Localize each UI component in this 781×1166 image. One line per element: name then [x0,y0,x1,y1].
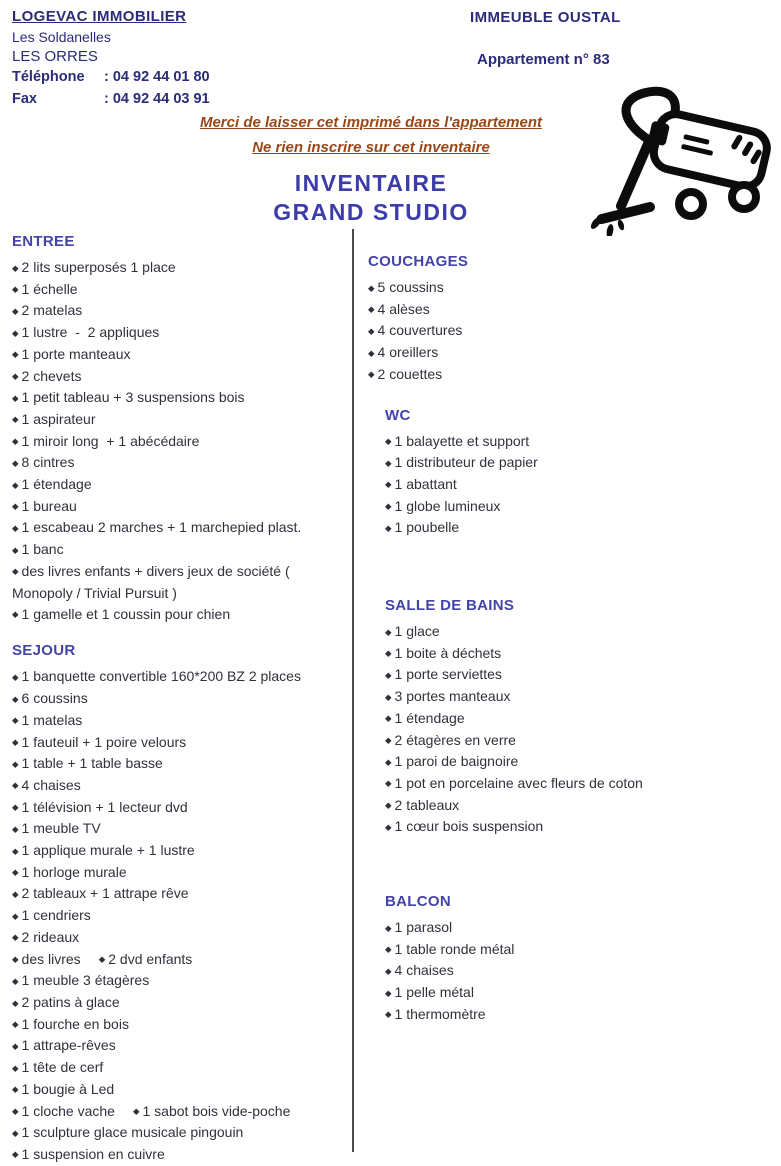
inventory-item [12,498,77,514]
item-text: 5 coussins [377,279,444,295]
diamond-bullet-icon: ◆ [12,867,19,878]
inventory-item [12,712,82,728]
agency-city: LES ORRES [12,48,98,65]
diamond-bullet-icon: ◆ [12,544,19,555]
diamond-bullet-icon: ◆ [385,922,392,933]
item-text: 4 chaises [21,776,81,793]
item-text: 1 porte manteaux [21,345,131,362]
diamond-bullet-icon: ◆ [385,1009,392,1020]
list-item [385,686,774,708]
notice-line: Merci de laisser cet imprimé dans l'appartement [199,114,543,131]
item-text: 1 meuble 3 étagères [21,972,150,989]
list-item [385,730,774,752]
diamond-bullet-icon: ◆ [12,327,19,338]
inventory-item [12,454,74,470]
inventory-item [385,433,529,449]
diamond-bullet-icon: ◆ [12,1149,19,1160]
inventory-item [385,645,501,661]
list-item [385,664,774,686]
inventory-item [385,753,518,769]
list-item [385,982,774,1004]
inventory-item [368,366,442,382]
inventory-item [12,820,101,836]
item-text: 1 étendage [21,476,92,493]
diamond-bullet-icon: ◆ [12,671,19,682]
inventory-item [12,281,78,297]
item-text: 1 parasol [394,919,453,936]
phone-number: : 04 92 44 01 80 [104,69,210,85]
item-text: 1 porte serviettes [394,666,502,683]
diamond-bullet-icon: ◆ [368,369,375,380]
list-item [12,688,350,710]
list-item [12,1014,350,1036]
inventory-item [385,623,440,639]
diamond-bullet-icon: ◆ [385,479,392,490]
item-text: 1 sculpture glace musicale pingouin [21,1124,244,1141]
list-item [385,643,774,665]
diamond-bullet-icon: ◆ [385,522,392,533]
inventory-item [12,929,79,945]
item-text: 1 aspirateur [21,410,96,427]
fax-number: : 04 92 44 03 91 [104,90,210,107]
list-item [385,751,774,773]
list-item [12,496,350,518]
item-text: 1 balayette et support [394,432,530,449]
diamond-bullet-icon: ◆ [12,780,19,791]
item-text: 1 échelle [21,280,78,297]
diamond-bullet-icon: ◆ [12,910,19,921]
list-item [12,949,350,971]
item-text: 4 alèses [377,300,430,317]
section-entree [12,231,350,625]
diamond-bullet-icon: ◆ [368,304,375,315]
diamond-bullet-icon: ◆ [385,821,392,832]
section-wc [368,405,774,540]
item-text: 1 pelle métal [394,984,474,1001]
section-title-salle-de-bains: SALLE DE BAINS [385,597,515,615]
diamond-bullet-icon: ◆ [385,987,392,998]
inventory-item [12,324,159,340]
diamond-bullet-icon: ◆ [12,305,19,316]
item-text: 1 tête de cerf [21,1059,104,1076]
inventory-item [12,799,188,815]
inventory-item [12,755,163,771]
item-text: 2 tableaux + 1 attrape rêve [21,885,189,902]
list-item [12,818,350,840]
inventory-item [99,951,193,967]
diamond-bullet-icon: ◆ [385,735,392,746]
section-couchages [368,251,774,386]
inventory-item [368,322,462,338]
list-item [12,452,350,474]
inventory-item [385,984,474,1000]
item-text: 1 banquette convertible 160*200 BZ 2 places [21,668,301,685]
item-text: 1 abattant [394,475,457,492]
diamond-bullet-icon: ◆ [12,845,19,856]
inventory-item [385,519,459,535]
fax-label: Fax [12,90,37,107]
list-item [12,732,350,754]
inventory-item [385,919,452,935]
left-column [12,230,350,1166]
diamond-bullet-icon: ◆ [12,715,19,726]
item-text: 1 pot en porcelaine avec fleurs de coton [394,774,643,791]
item-text: 1 attrape-rêves [21,1037,116,1054]
list-item [385,917,774,939]
list-item [12,300,350,322]
diamond-bullet-icon: ◆ [385,944,392,955]
item-text-continuation: Monopoly / Trivial Pursuit ) [12,584,177,601]
inventory-item [12,302,82,318]
diamond-bullet-icon: ◆ [12,1062,19,1073]
list-item [12,1101,350,1123]
list-item [385,795,774,817]
list-item [385,496,774,518]
diamond-bullet-icon: ◆ [385,691,392,702]
building-info-block [470,8,621,70]
list-item [12,517,350,539]
diamond-bullet-icon: ◆ [12,823,19,834]
inventory-item [385,710,465,726]
list-item [12,583,350,604]
list-item [385,960,774,982]
item-text: 1 petit tableau + 3 suspensions bois [21,389,245,406]
diamond-bullet-icon: ◆ [12,457,19,468]
diamond-bullet-icon: ◆ [368,282,375,293]
list-item [12,561,350,583]
list-item [385,773,774,795]
inventory-item [12,1103,115,1119]
section-balcon [368,891,774,1026]
diamond-bullet-icon: ◆ [385,778,392,789]
diamond-bullet-icon: ◆ [12,997,19,1008]
item-text: 3 portes manteaux [394,688,511,705]
inventory-item [12,476,92,492]
list-item [12,666,350,688]
diamond-bullet-icon: ◆ [12,414,19,425]
item-text: 1 paroi de baignoire [394,753,519,770]
inventory-item [12,1037,116,1053]
diamond-bullet-icon: ◆ [12,566,19,577]
section-sejour [12,640,350,1165]
fax-row [12,89,210,111]
diamond-bullet-icon: ◆ [12,392,19,403]
diamond-bullet-icon: ◆ [12,522,19,533]
item-text: 4 couvertures [377,322,463,339]
inventory-item [12,519,301,535]
inventory-item [12,606,230,622]
section-title-balcon: BALCON [385,893,451,911]
diamond-bullet-icon: ◆ [368,347,375,358]
column-divider [352,229,354,1152]
inventory-item [385,941,514,957]
inventory-item [385,732,516,748]
diamond-bullet-icon: ◆ [385,713,392,724]
item-text: 1 fourche en bois [21,1015,129,1032]
inventory-item [385,962,454,978]
diamond-bullet-icon: ◆ [385,501,392,512]
list-item [385,452,774,474]
list-item [12,840,350,862]
item-text: 2 tableaux [394,796,460,813]
list-item [12,1122,350,1144]
item-text: 2 rideaux [21,928,80,945]
list-item [385,1004,774,1026]
notice-line: Ne rien inscrire sur cet inventaire [252,139,490,156]
diamond-bullet-icon: ◆ [12,284,19,295]
item-text: des livres enfants + divers jeux de société ( [21,562,290,579]
list-item [385,816,774,838]
agency-name: LOGEVAC IMMOBILIER [12,8,187,25]
section-title-couchages: COUCHAGES [368,253,469,270]
item-text: 1 sabot bois vide-poche [142,1102,291,1119]
inventory-item [12,1146,165,1162]
item-text: 1 banc [21,541,64,558]
item-text: 1 applique murale + 1 lustre [21,842,195,859]
list-item [368,299,774,321]
inventory-item [12,842,195,858]
list-item [12,257,350,279]
diamond-bullet-icon: ◆ [385,756,392,767]
item-text: 1 gamelle et 1 coussin pour chien [21,605,231,622]
inventory-item [12,541,64,557]
list-item [12,431,350,453]
diamond-bullet-icon: ◆ [368,325,375,336]
apartment-number: Appartement n° 83 [477,51,610,68]
diamond-bullet-icon: ◆ [12,888,19,899]
diamond-bullet-icon: ◆ [12,609,19,620]
list-item [12,905,350,927]
item-text: 1 bougie à Led [21,1080,115,1097]
inventory-item [133,1103,290,1119]
diamond-bullet-icon: ◆ [12,262,19,273]
list-item [385,708,774,730]
diamond-bullet-icon: ◆ [12,479,19,490]
diamond-bullet-icon: ◆ [12,371,19,382]
item-text: 2 matelas [21,302,83,319]
inventory-item [12,1081,114,1097]
item-text: 2 couettes [377,365,443,382]
item-text: 1 miroir long + 1 abécédaire [21,432,200,449]
list-item [368,320,774,342]
diamond-bullet-icon: ◆ [12,954,19,965]
inventory-item [12,411,95,427]
inventory-item [385,454,538,470]
inventory-item [12,346,131,362]
inventory-item [385,797,459,813]
diamond-bullet-icon: ◆ [385,457,392,468]
item-text: 1 télévision + 1 lecteur dvd [21,798,188,815]
diamond-bullet-icon: ◆ [12,693,19,704]
inventory-item [385,476,457,492]
list-item [385,431,774,453]
item-text: 1 horloge murale [21,863,127,880]
diamond-bullet-icon: ◆ [385,669,392,680]
list-item [12,387,350,409]
diamond-bullet-icon: ◆ [12,501,19,512]
phone-label: Téléphone [12,69,85,85]
list-item [12,366,350,388]
item-text: 6 coussins [21,690,88,707]
vacuum-cleaner-icon [588,84,780,236]
building-name: IMMEUBLE OUSTAL [470,9,621,26]
diamond-bullet-icon: ◆ [12,1127,19,1138]
list-item [12,409,350,431]
inventory-item [12,690,88,706]
list-item [385,517,774,539]
diamond-bullet-icon: ◆ [12,737,19,748]
item-text: 4 oreillers [377,344,439,361]
item-text: 2 étagères en verre [394,731,516,748]
item-text: 1 escabeau 2 marches + 1 marchepied plast. [21,519,302,536]
list-item [12,1079,350,1101]
diamond-bullet-icon: ◆ [385,965,392,976]
list-item [12,604,350,626]
list-item [12,539,350,561]
inventory-item [12,951,81,967]
inventory-item [12,885,189,901]
diamond-bullet-icon: ◆ [12,436,19,447]
list-item [12,1035,350,1057]
diamond-bullet-icon: ◆ [385,648,392,659]
item-text: 1 suspension en cuivre [21,1145,165,1162]
inventory-item [12,864,127,880]
item-text: 4 chaises [394,962,454,979]
list-item [12,322,350,344]
inventory-item [368,301,430,317]
inventory-item [12,368,81,384]
inventory-item [12,1124,243,1140]
item-text: 2 dvd enfants [108,950,193,967]
list-item [12,862,350,884]
diamond-bullet-icon: ◆ [12,932,19,943]
diamond-bullet-icon: ◆ [132,1106,140,1117]
right-column [368,230,774,1026]
list-item [12,775,350,797]
list-item [368,342,774,364]
diamond-bullet-icon: ◆ [12,349,19,360]
list-item [12,1144,350,1166]
diamond-bullet-icon: ◆ [12,975,19,986]
item-text: 1 table ronde métal [394,940,515,957]
item-text: 1 globe lumineux [394,497,501,514]
agency-info-block [12,6,210,110]
diamond-bullet-icon: ◆ [385,626,392,637]
list-item [12,474,350,496]
item-text: 1 étendage [394,709,465,726]
diamond-bullet-icon: ◆ [12,1019,19,1030]
diamond-bullet-icon: ◆ [98,954,106,965]
list-item [385,939,774,961]
inventory-item [12,777,81,793]
inventory-item [385,688,511,704]
list-item [12,279,350,301]
item-text: 1 cendriers [21,907,91,924]
section-salle-de-bains [368,595,774,838]
inventory-item [385,775,643,791]
inventory-item [12,907,91,923]
list-item [385,474,774,496]
item-text: 1 table + 1 table basse [21,755,163,772]
diamond-bullet-icon: ◆ [12,758,19,769]
diamond-bullet-icon: ◆ [385,436,392,447]
item-text: 1 distributeur de papier [394,454,538,471]
inventory-item [12,433,199,449]
list-item [12,927,350,949]
list-item [368,277,774,299]
item-text: 1 matelas [21,711,83,728]
item-text: 2 patins à glace [21,994,120,1010]
title-line-1: INVENTAIRE [294,170,448,196]
agency-residence: Les Soldanelles [12,29,111,45]
item-text: 1 cœur bois suspension [394,818,544,835]
item-text: des livres [21,950,81,967]
list-item [12,710,350,732]
item-text: 1 glace [394,623,440,640]
item-text: 1 thermomètre [394,1005,486,1022]
list-item [12,970,350,992]
title-line-2: GRAND STUDIO [273,199,469,225]
list-item [12,344,350,366]
inventory-item [12,1059,103,1075]
list-item [12,883,350,905]
diamond-bullet-icon: ◆ [385,800,392,811]
item-text: 1 bureau [21,497,77,514]
diamond-bullet-icon: ◆ [12,1084,19,1095]
diamond-bullet-icon: ◆ [12,1040,19,1051]
inventory-item [385,818,543,834]
inventory-item [12,734,186,750]
list-item [12,797,350,819]
item-text: 1 cloche vache [21,1102,115,1119]
list-item [12,753,350,775]
inventory-item [385,498,500,514]
inventory-item [12,972,149,988]
item-text: 1 boite à déchets [394,644,502,661]
inventory-item [12,563,290,579]
inventory-item [385,1006,486,1022]
section-title-entree: ENTREE [12,233,75,250]
section-title-wc: WC [385,406,411,424]
inventory-item [12,994,120,1010]
item-text: 2 chevets [21,367,82,384]
inventory-item [12,389,245,405]
list-item [12,1057,350,1079]
inventory-item [368,279,444,295]
inventory-item [12,259,176,275]
item-text: 1 poubelle [394,519,460,536]
inventory-item [368,344,438,360]
list-item [12,992,350,1014]
item-text: 1 fauteuil + 1 poire velours [21,733,187,750]
section-title-sejour: SEJOUR [12,642,76,660]
diamond-bullet-icon: ◆ [12,1106,19,1117]
phone-row [12,67,210,89]
list-item [385,621,774,643]
item-text: 1 meuble TV [21,820,101,837]
diamond-bullet-icon: ◆ [12,802,19,813]
inventory-item [12,668,301,684]
list-item [368,364,774,386]
inventory-item [12,1016,129,1032]
item-text: 2 lits superposés 1 place [21,259,176,275]
inventory-item [385,666,502,682]
item-text: 8 cintres [21,454,75,471]
item-text: 1 lustre - 2 appliques [21,324,160,341]
